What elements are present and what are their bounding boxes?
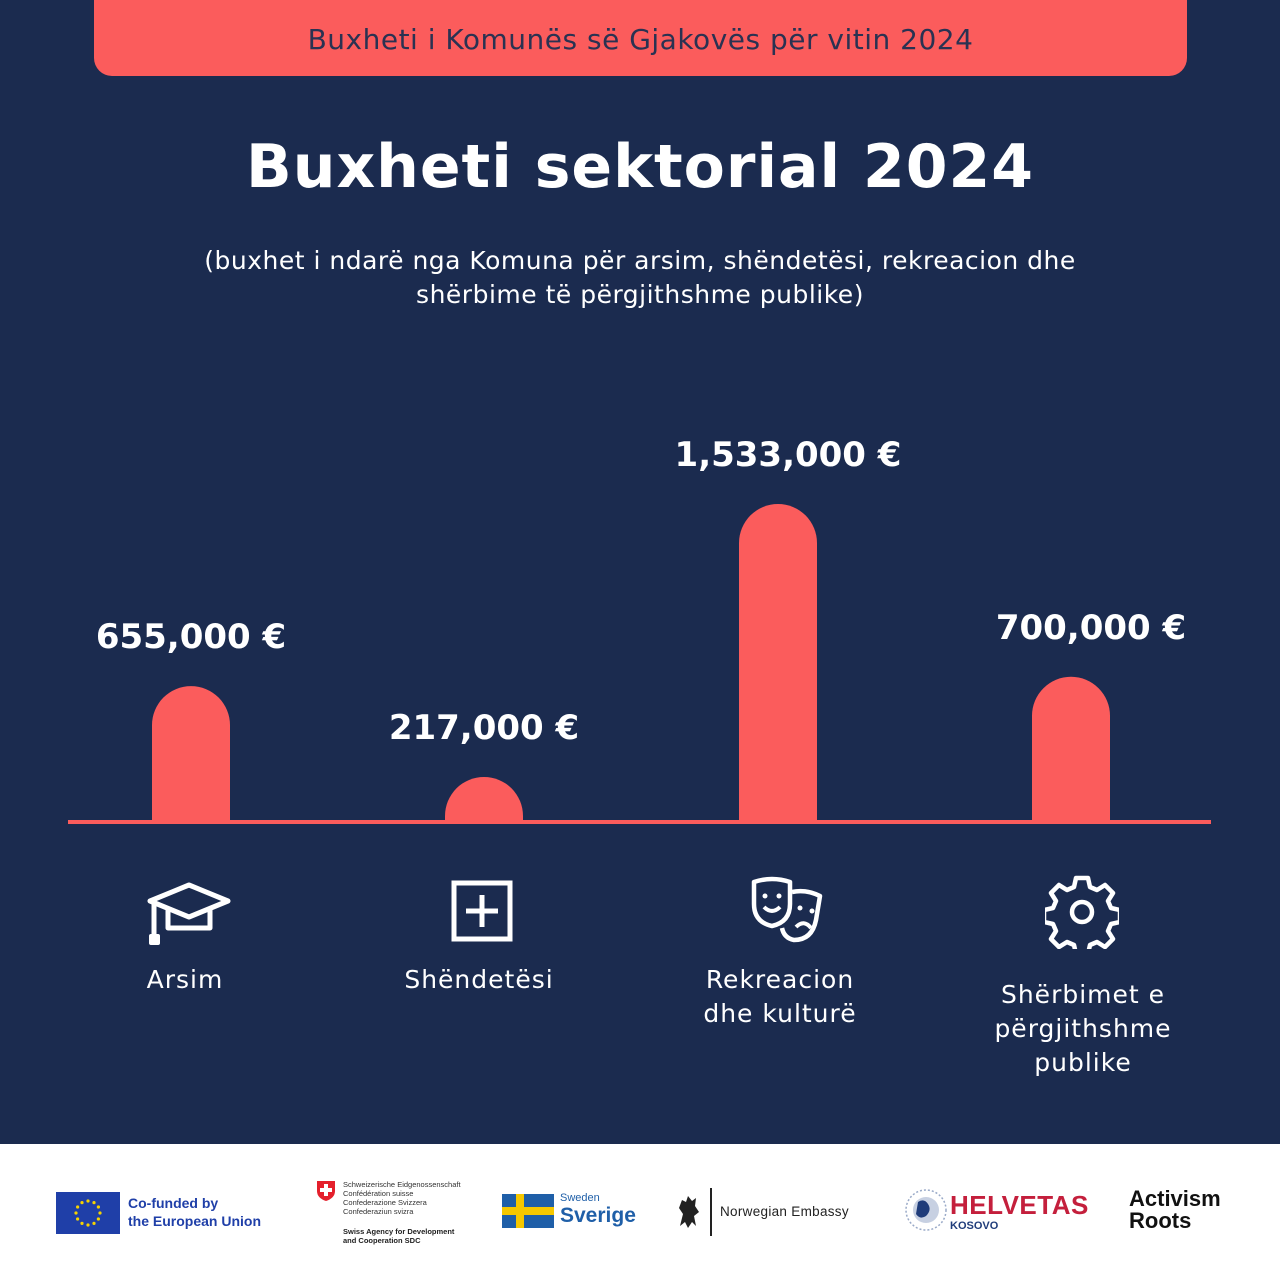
eu-star xyxy=(92,1222,95,1225)
eu-star xyxy=(76,1217,79,1220)
eu-star xyxy=(80,1222,83,1225)
page-subtitle: (buxhet i ndarë nga Komuna për arsim, shëndetësi, rekreacion dhe shërbime të përgjithshme publike) xyxy=(204,246,1076,309)
eu-star xyxy=(86,1223,89,1226)
globe-icon xyxy=(904,1188,948,1232)
eu-star xyxy=(80,1201,83,1204)
bar-value-label-2: 217,000 € xyxy=(388,707,580,748)
eu-logo xyxy=(56,1192,281,1236)
bar-1 xyxy=(152,686,230,822)
eu-star xyxy=(74,1211,77,1214)
sweden-logo xyxy=(502,1192,642,1232)
swiss-shield-icon xyxy=(316,1180,336,1202)
category-label-line: Rekreacion xyxy=(705,965,855,994)
theater-masks-icon xyxy=(750,876,824,946)
category-label-line: Shëndetësi xyxy=(404,965,554,994)
norwegian-lion-icon xyxy=(674,1192,704,1232)
category-label-sherbimet xyxy=(953,978,1213,1080)
header-banner-text: Buxheti i Komunës së Gjakovës për vitin 2024 xyxy=(307,23,974,56)
swedish-flag-icon xyxy=(502,1194,554,1228)
swiss-text-line: Confédération suisse xyxy=(343,1189,414,1198)
category-label-line: përgjithshme xyxy=(994,1014,1172,1043)
graduation-cap-icon xyxy=(146,880,232,950)
footer-partners xyxy=(0,1144,1280,1280)
category-label-line: Shërbimet e xyxy=(1000,980,1166,1009)
category-label-arsim xyxy=(55,963,315,997)
eu-star xyxy=(97,1217,100,1220)
eu-star xyxy=(86,1199,89,1202)
norway-divider xyxy=(710,1188,712,1236)
bar-4 xyxy=(1032,677,1110,822)
medical-cross-icon xyxy=(451,880,513,942)
swiss-logo xyxy=(316,1180,476,1250)
sweden-text-small: Sweden xyxy=(560,1192,600,1204)
swiss-text-line: Confederazione Svizzera xyxy=(343,1198,427,1207)
bar-value-label-4: 700,000 € xyxy=(995,607,1187,648)
helvetas-text: HELVETAS xyxy=(950,1190,1089,1220)
activism-roots-logo xyxy=(1129,1188,1259,1238)
category-label-line: publike xyxy=(1034,1048,1132,1077)
eu-text-line: Co-funded by xyxy=(128,1195,219,1211)
eu-star xyxy=(98,1211,101,1214)
eu-star xyxy=(92,1201,95,1204)
category-label-line: dhe kulturë xyxy=(703,999,857,1028)
bar-value-label-1: 655,000 € xyxy=(95,617,287,658)
swiss-text-line: Confederaziun svizra xyxy=(343,1207,414,1216)
category-label-shendetesi xyxy=(349,963,609,997)
bar-3 xyxy=(739,504,817,822)
helvetas-sub-text: KOSOVO xyxy=(950,1220,999,1232)
swiss-text-line: Swiss Agency for Development xyxy=(343,1227,455,1236)
helvetas-logo xyxy=(904,1186,1089,1238)
category-label-line: Arsim xyxy=(146,965,224,994)
gear-icon xyxy=(1045,875,1119,949)
swiss-text-line: Schweizerische Eidgenossenschaft xyxy=(343,1180,461,1189)
sweden-text-big: Sverige xyxy=(560,1204,636,1227)
eu-text-line: the European Union xyxy=(128,1213,261,1229)
activism-text-line: Activism xyxy=(1129,1186,1221,1211)
activism-text-line: Roots xyxy=(1129,1208,1192,1233)
eu-star xyxy=(97,1205,100,1208)
eu-star xyxy=(76,1205,79,1208)
category-label-rekreacion xyxy=(650,963,910,1031)
norway-logo xyxy=(674,1188,874,1238)
swiss-text-line: and Cooperation SDC xyxy=(343,1236,421,1245)
bar-2 xyxy=(445,777,523,822)
norway-text: Norwegian Embassy xyxy=(720,1204,849,1219)
page-title: Buxheti sektorial 2024 xyxy=(246,132,1034,202)
bars-layer xyxy=(96,435,1186,822)
bar-value-label-3: 1,533,000 € xyxy=(674,435,902,475)
eu-flag-icon xyxy=(56,1192,120,1234)
